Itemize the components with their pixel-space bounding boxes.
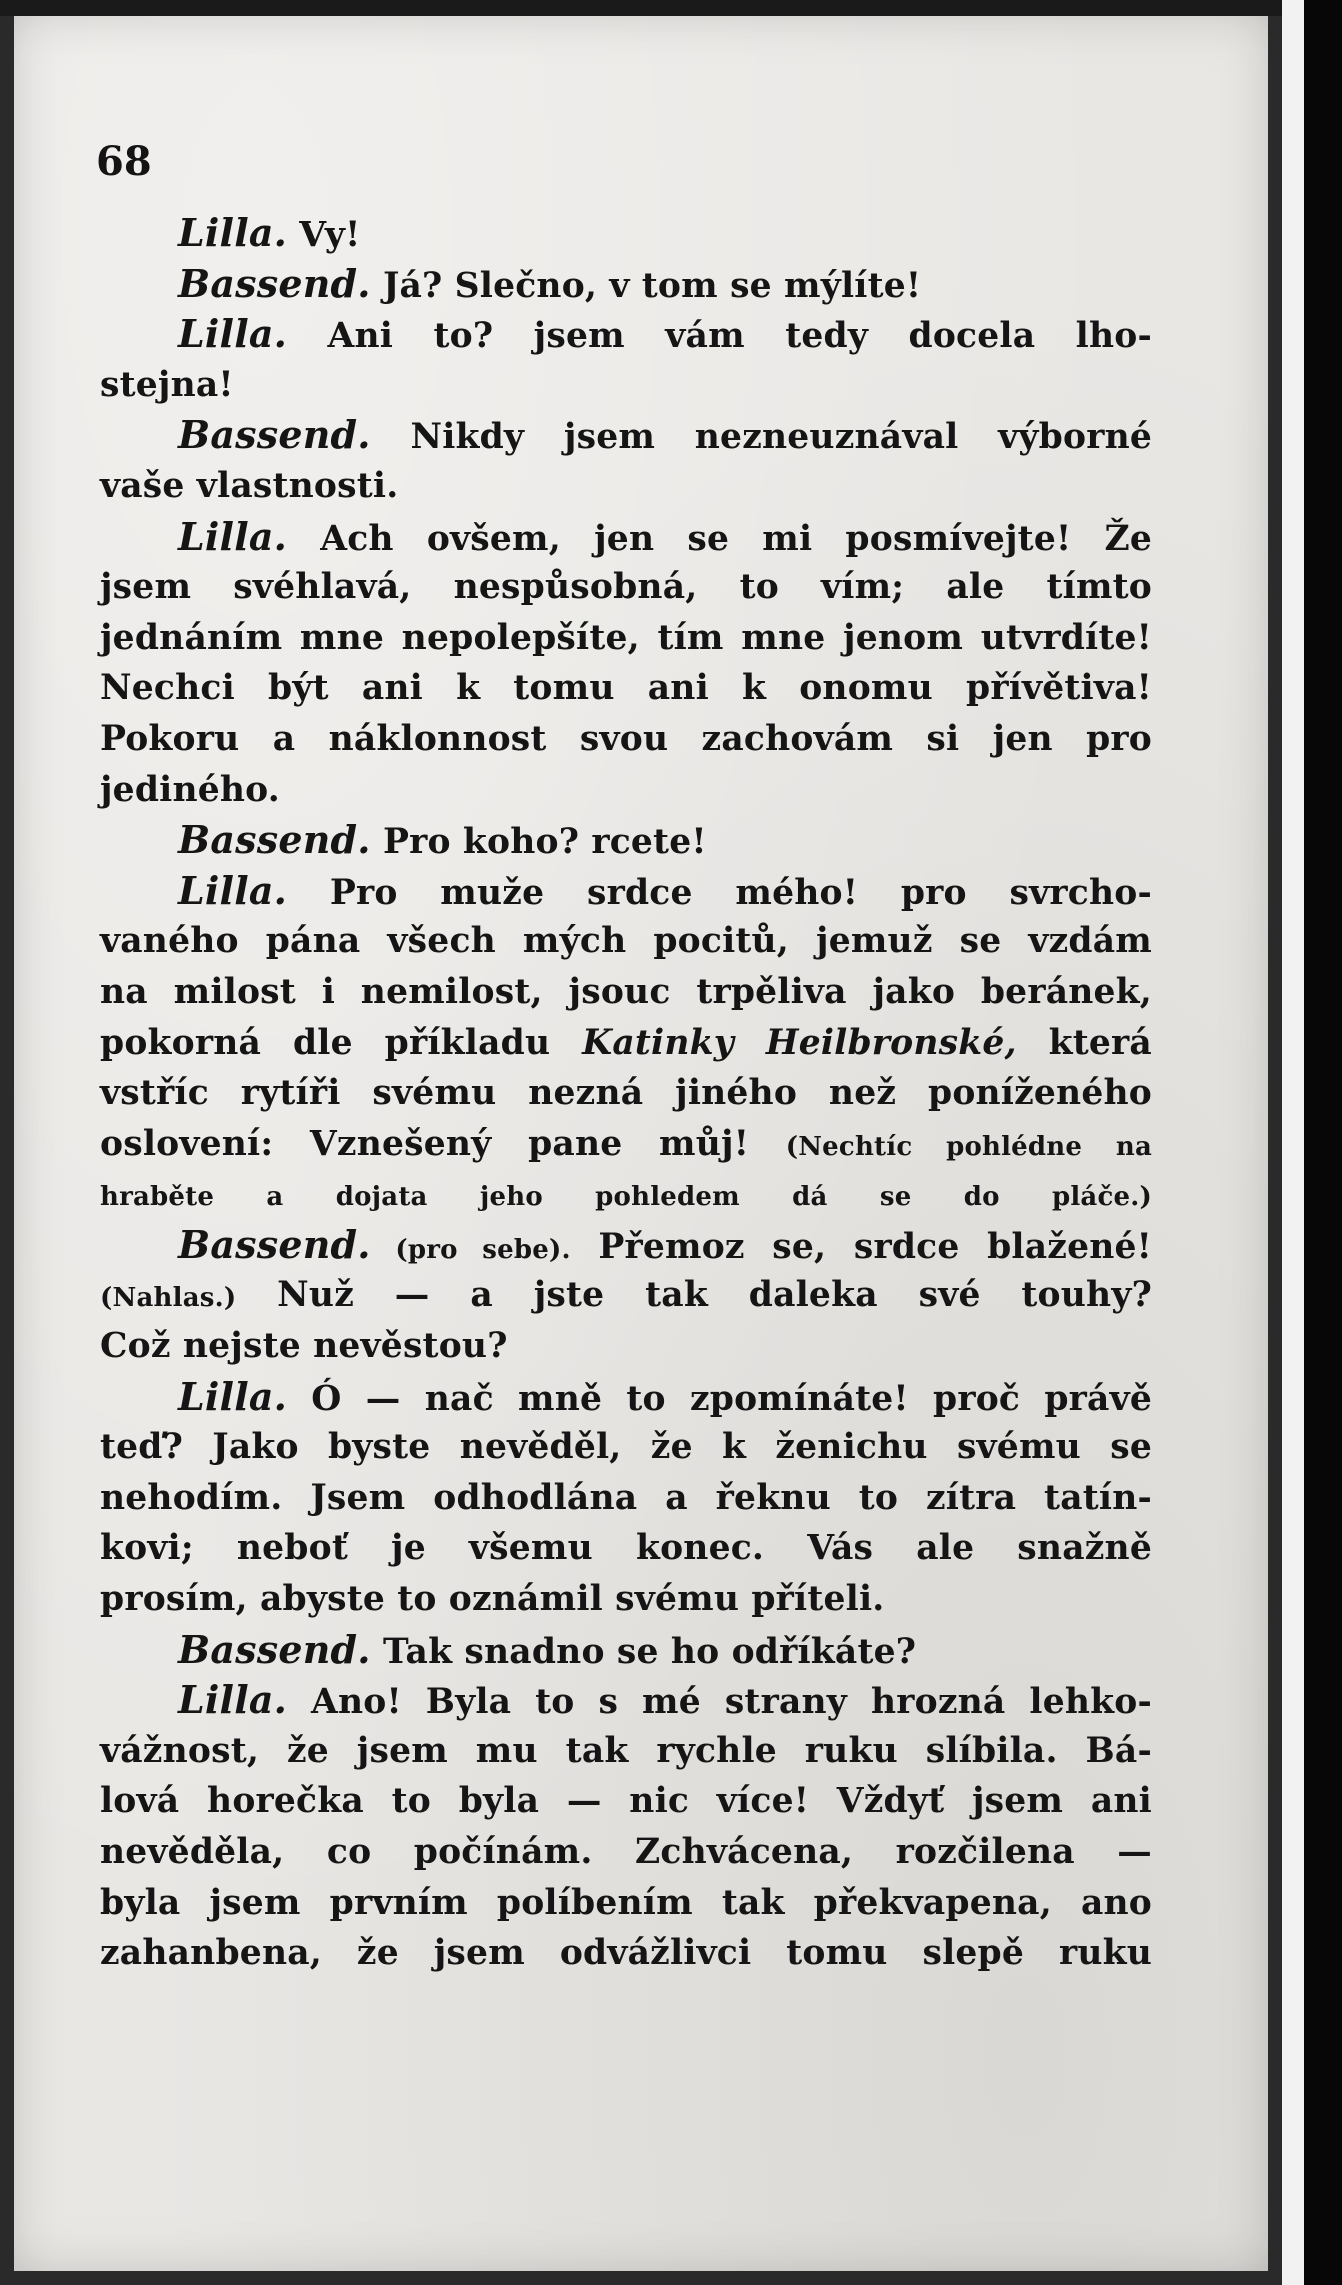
stage-direction: hraběte a dojata jeho pohledem dá se do pláče.) bbox=[100, 1182, 1152, 1213]
speaker-name: Lilla. bbox=[178, 210, 288, 255]
speaker-name: Lilla. bbox=[178, 867, 288, 913]
line-text: stejna! bbox=[100, 364, 234, 405]
scan-top-edge bbox=[0, 0, 1282, 16]
line-text: vstříc rytíři svému nezná jiného než poníženého bbox=[100, 1073, 1152, 1114]
line-text: kovi; neboť je všemu konec. Vás ale snažně bbox=[100, 1528, 1152, 1569]
text-line bbox=[100, 916, 1152, 967]
text-line bbox=[100, 360, 1152, 411]
text-line bbox=[100, 1625, 1152, 1676]
line-text: na milost i nemilost, jsouc trpěliva jako beránek, bbox=[100, 971, 1152, 1012]
line-text: teď? Jako byste nevěděl, že k ženichu svému se bbox=[100, 1427, 1152, 1468]
page-number: 68 bbox=[96, 138, 152, 185]
text-line bbox=[100, 613, 1152, 664]
text-line bbox=[100, 1018, 1152, 1069]
line-text: vaše vlastnosti. bbox=[100, 465, 399, 506]
line-text: Nechci být ani k tomu ani k onomu přívětiva! bbox=[100, 668, 1152, 709]
text-line bbox=[100, 663, 1152, 714]
text-line bbox=[100, 1068, 1152, 1119]
text-line bbox=[100, 967, 1152, 1018]
line-text: zahanbena, že jsem odvážlivci tomu slepě ruku bbox=[100, 1933, 1152, 1974]
text-line bbox=[100, 1675, 1152, 1726]
speaker-name: Lilla. bbox=[178, 1373, 288, 1419]
text-line bbox=[100, 1928, 1152, 1979]
line-text: Vy! bbox=[287, 215, 361, 255]
line-text: Tak snadno se ho odříkáte? bbox=[370, 1631, 917, 1672]
text-line bbox=[100, 714, 1152, 765]
stage-direction: (Nahlas.) bbox=[100, 1283, 237, 1314]
scan-right-edge bbox=[1282, 0, 1304, 2285]
text-line bbox=[100, 866, 1152, 917]
line-text: která bbox=[1016, 1022, 1152, 1063]
line-text: jednáním mne nepolepšíte, tím mne jenom utvrdíte! bbox=[100, 617, 1152, 658]
speaker-name: Bassend. bbox=[178, 260, 371, 306]
text-line bbox=[100, 410, 1152, 461]
line-text: Pro muže srdce mého! pro svrcho- bbox=[287, 872, 1152, 913]
text-line bbox=[100, 259, 1152, 310]
text-line bbox=[100, 765, 1152, 816]
speaker-name: Lilla. bbox=[178, 513, 288, 559]
text-line bbox=[100, 1523, 1152, 1574]
line-text: Přemoz se, srdce blažené! bbox=[570, 1226, 1152, 1267]
text-line bbox=[100, 1422, 1152, 1473]
speaker-name: Lilla. bbox=[178, 311, 288, 357]
speaker-name: Lilla. bbox=[178, 1677, 288, 1723]
text-line bbox=[100, 461, 1152, 512]
stage-direction: (pro sebe). bbox=[370, 1234, 571, 1265]
text-line bbox=[100, 1270, 1152, 1321]
line-text: nehodím. Jsem odhodlána a řeknu to zítra tatín- bbox=[100, 1477, 1152, 1518]
line-text: Nikdy jsem nezneuznával výborné bbox=[370, 417, 1152, 458]
italic-text: Katinky Heilbronské, bbox=[582, 1022, 1017, 1063]
line-text: Já? Slečno, v tom se mýlíte! bbox=[370, 265, 922, 306]
text-line bbox=[100, 1776, 1152, 1827]
line-text: byla jsem prvním políbením tak překvapena, ano bbox=[100, 1882, 1152, 1923]
line-text: Ani to? jsem vám tedy docela lho- bbox=[287, 316, 1152, 357]
line-text: prosím, abyste to oznámil svému příteli. bbox=[100, 1579, 885, 1620]
line-text: Ach ovšem, jen se mi posmívejte! Že bbox=[287, 518, 1152, 559]
line-text: nevěděla, co počínám. Zchvácena, rozčilena — bbox=[100, 1832, 1152, 1872]
speaker-name: Bassend. bbox=[178, 412, 371, 458]
line-text: jediného. bbox=[100, 769, 280, 810]
text-line bbox=[100, 1220, 1152, 1271]
line-text: lová horečka to byla — nic více! Vždyť jsem ani bbox=[100, 1781, 1152, 1822]
text-line bbox=[100, 208, 1152, 259]
line-text: vážnost, že jsem mu tak rychle ruku slíbila. Bá- bbox=[100, 1730, 1152, 1771]
text-line bbox=[100, 1878, 1152, 1929]
line-text: Pokoru a náklonnost svou zachovám si jen pro bbox=[100, 718, 1152, 759]
text-line bbox=[100, 562, 1152, 613]
line-text: Ó — nač mně to zpomínáte! proč právě bbox=[287, 1378, 1152, 1419]
speaker-name: Bassend. bbox=[178, 1626, 371, 1672]
text-line bbox=[100, 1574, 1152, 1625]
text-line bbox=[100, 1321, 1152, 1372]
text-line bbox=[100, 1473, 1152, 1524]
speaker-name: Bassend. bbox=[178, 817, 371, 863]
stage-direction: (Nechtíc pohlédne na bbox=[785, 1131, 1152, 1162]
text-line bbox=[100, 1169, 1152, 1220]
scan-background bbox=[1304, 0, 1342, 2285]
line-text: vaného pána všech mých pocitů, jemuž se vzdám bbox=[100, 921, 1152, 962]
line-text: Nuž — a jste tak daleka své touhy? bbox=[236, 1275, 1152, 1316]
text-line bbox=[100, 1372, 1152, 1423]
line-text: Pro koho? rcete! bbox=[370, 822, 707, 863]
text-line bbox=[100, 815, 1152, 866]
line-text: Což nejste nevěstou? bbox=[100, 1326, 508, 1367]
page-text bbox=[100, 208, 1152, 1979]
text-line bbox=[100, 512, 1152, 563]
text-line bbox=[100, 1726, 1152, 1777]
text-line bbox=[100, 1827, 1152, 1878]
text-line bbox=[100, 1119, 1152, 1170]
speaker-name: Bassend. bbox=[178, 1221, 371, 1267]
text-line bbox=[100, 309, 1152, 360]
line-text: oslovení: Vznešený pane můj! bbox=[100, 1123, 786, 1164]
line-text: Ano! Byla to s mé strany hrozná lehko- bbox=[287, 1682, 1152, 1723]
line-text: pokorná dle příkladu bbox=[100, 1022, 583, 1063]
line-text: jsem svéhlavá, nespůsobná, to vím; ale tímto bbox=[100, 567, 1152, 608]
